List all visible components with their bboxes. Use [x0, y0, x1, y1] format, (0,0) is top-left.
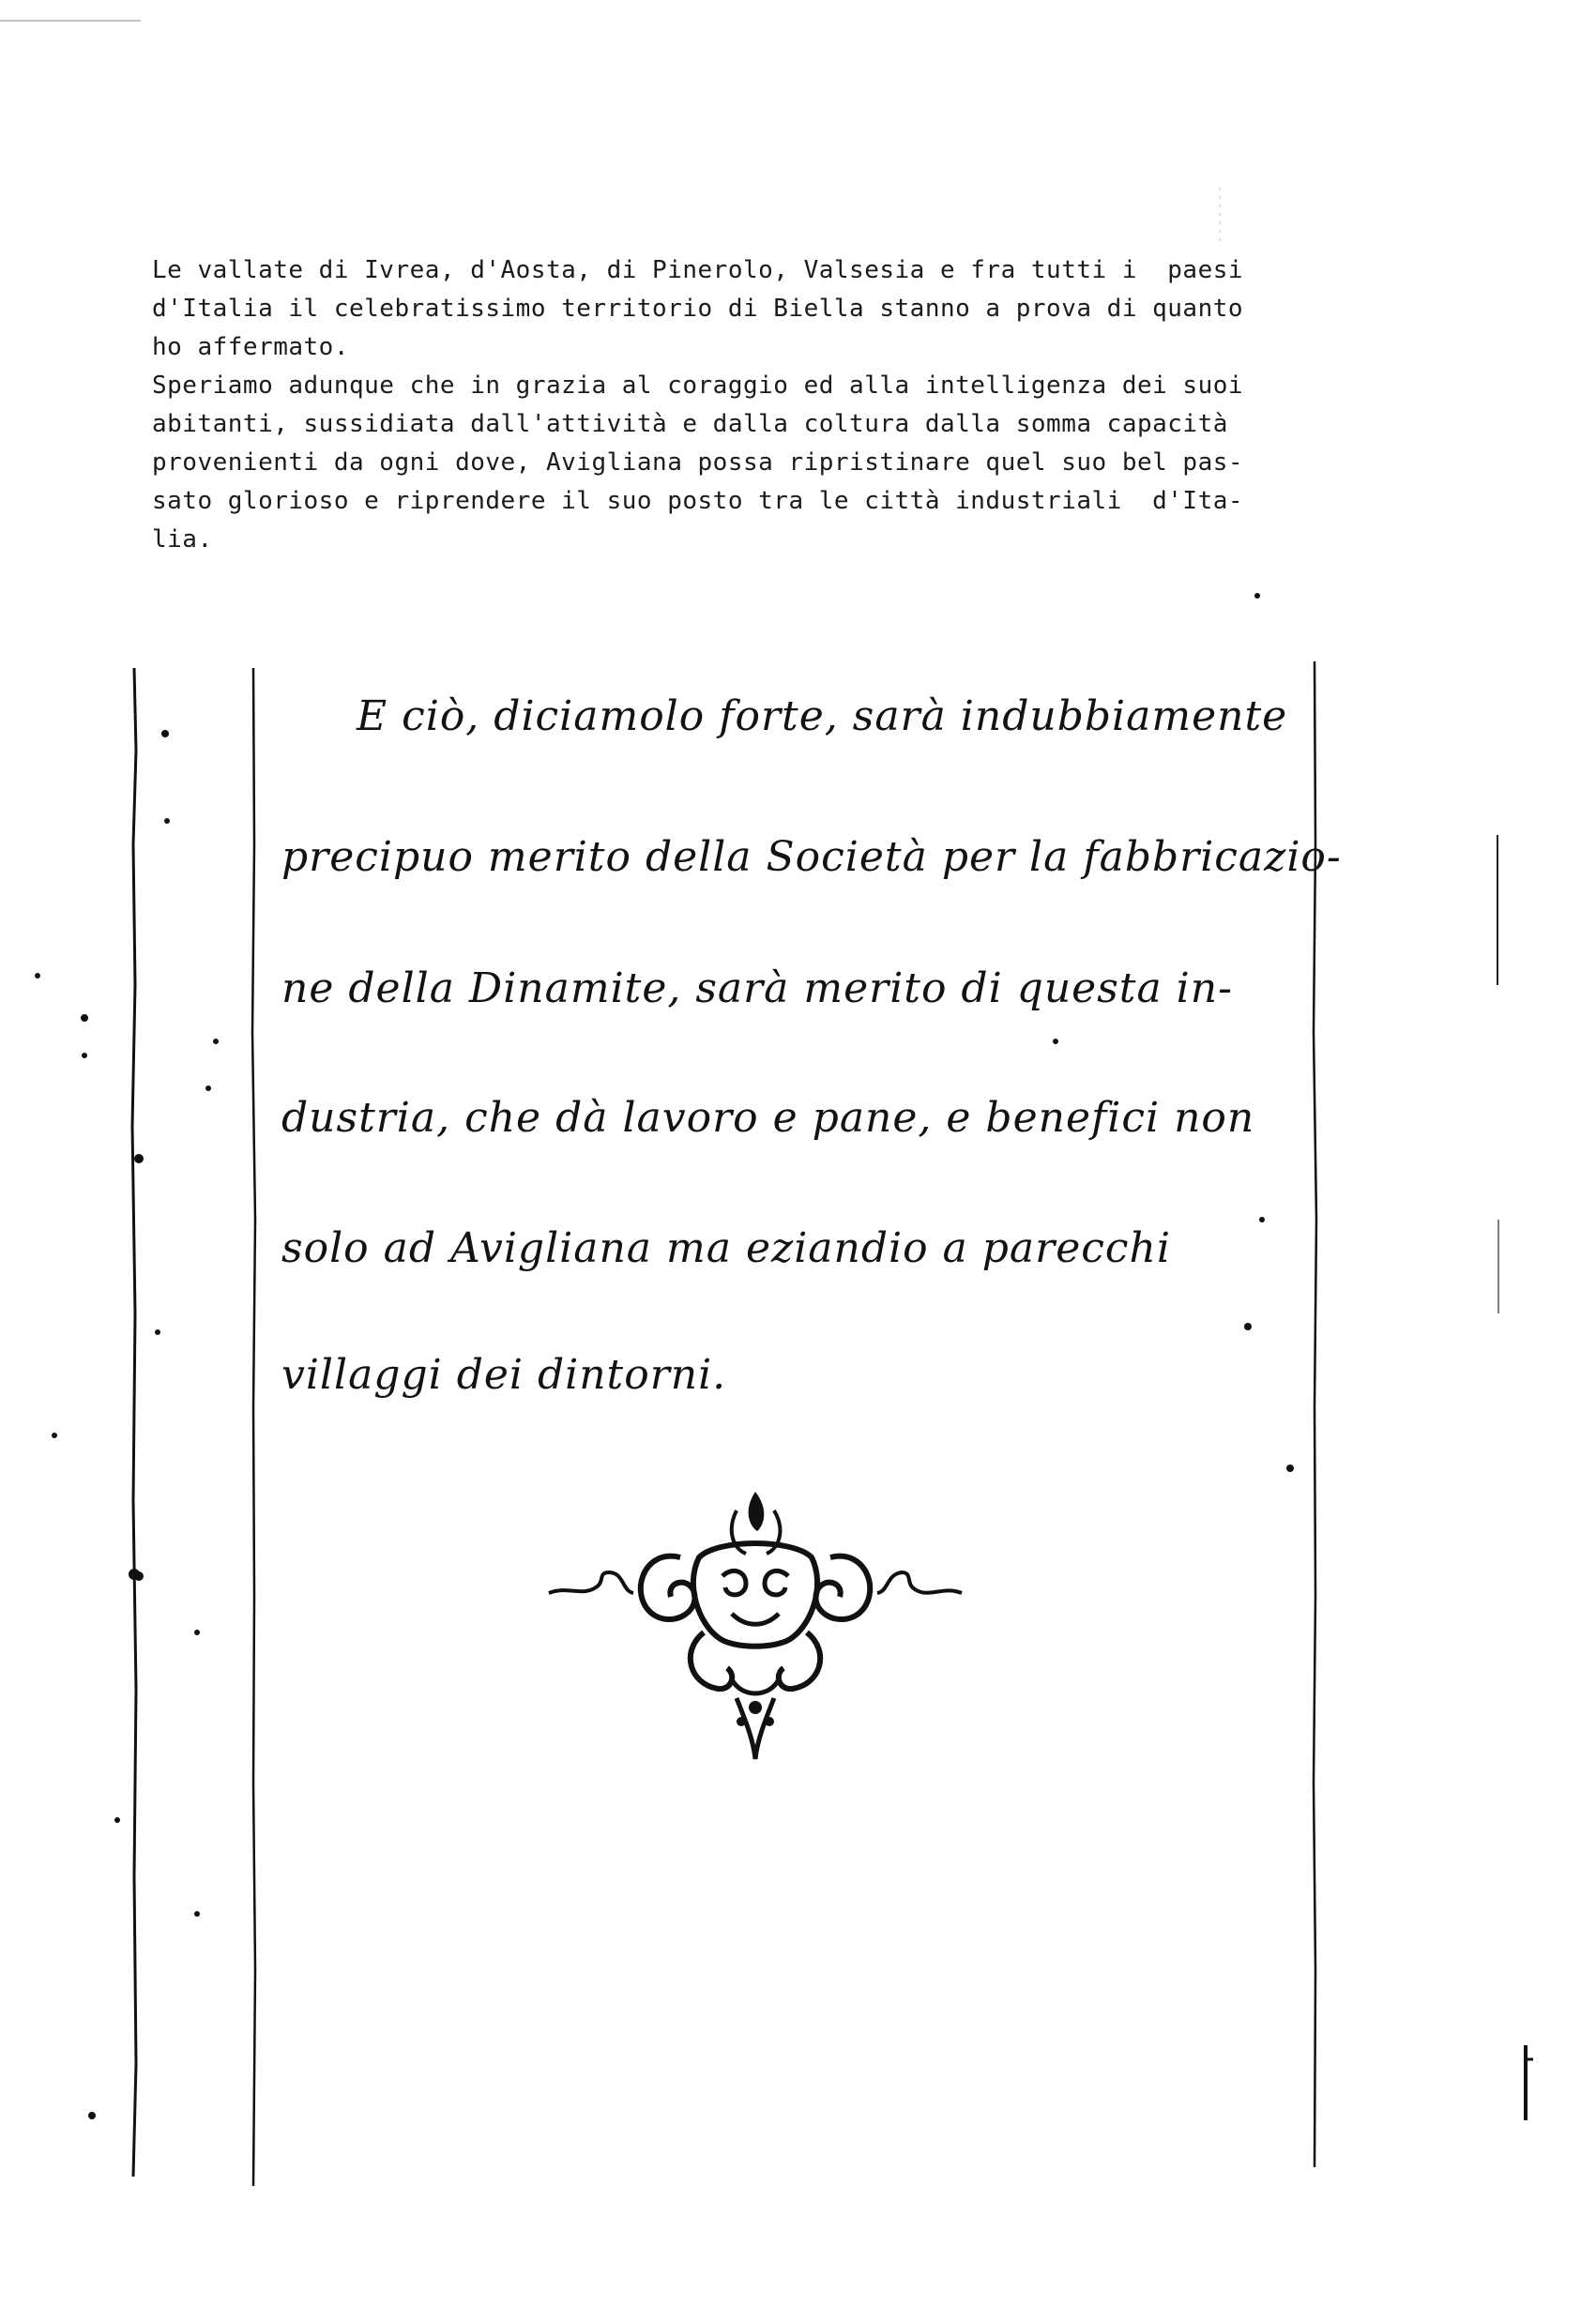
floral-ornament-icon [540, 1473, 971, 1773]
handwritten-line: E ciò, diciamolo forte, sarà indubbiamente [357, 692, 1288, 740]
typed-line: Speriamo adunque che in grazia al coraggio ed alla intelligenza dei suoi [152, 372, 1244, 400]
handwritten-line: solo ad Avigliana ma eziandio a parecchi [281, 1224, 1171, 1272]
handwritten-line: dustria, che dà lavoro e pane, e benefici non [281, 1094, 1255, 1142]
handwritten-line: ne della Dinamite, sarà merito di questa in- [281, 964, 1233, 1012]
typed-line: Le vallate di Ivrea, d'Aosta, di Pinerolo, Valsesia e fra tutti i paesi [152, 256, 1244, 284]
typed-line: ho affermato. [152, 333, 349, 361]
typed-line: provenienti da ogni dove, Avigliana possa ripristinare quel suo bel pas- [152, 448, 1244, 477]
typed-line: lia. [152, 525, 213, 554]
handwritten-line: villaggi dei dintorni. [281, 1351, 727, 1399]
typed-line: sato glorioso e riprendere il suo posto tra le città industriali d'Ita- [152, 487, 1244, 515]
handwritten-line: precipuo merito della Società per la fabbricazio- [281, 833, 1342, 881]
typed-line: abitanti, sussidiata dall'attività e dalla coltura dalla somma capacità [152, 410, 1228, 438]
typed-line: d'Italia il celebratissimo territorio di Biella stanno a prova di quanto [152, 295, 1244, 323]
